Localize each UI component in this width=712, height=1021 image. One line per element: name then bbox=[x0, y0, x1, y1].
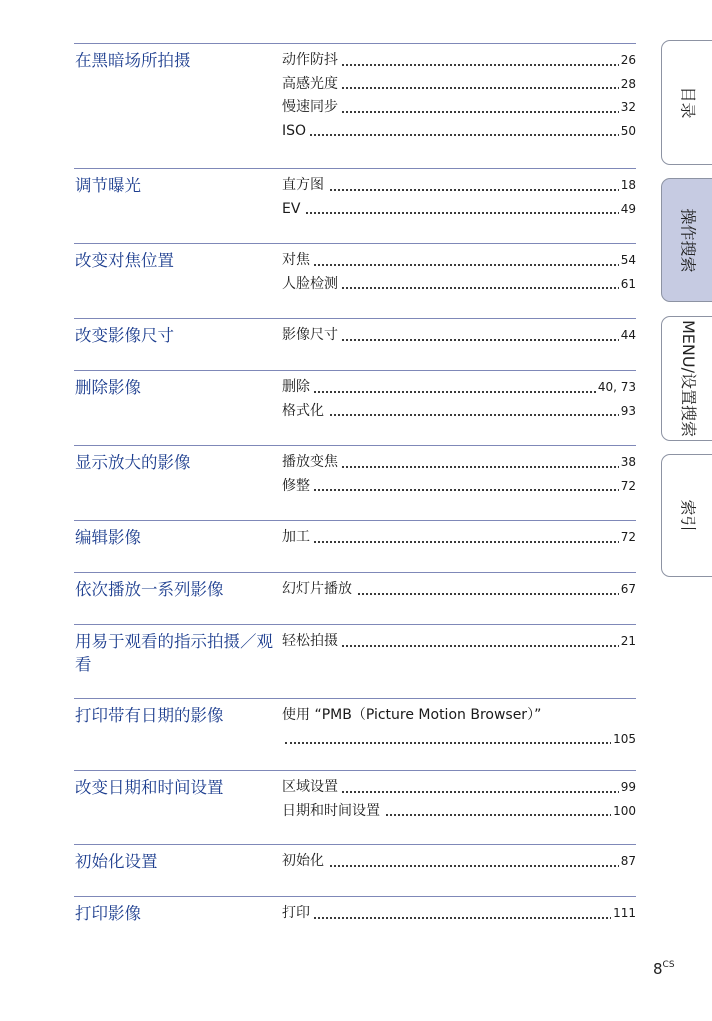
entry-title: 打印 bbox=[282, 902, 314, 926]
section-row bbox=[74, 698, 636, 746]
entry-title: 轻松拍摄 bbox=[282, 630, 342, 654]
entry-title: 慢速同步 bbox=[282, 96, 342, 120]
entry-list bbox=[282, 324, 636, 348]
entry-list bbox=[282, 578, 636, 602]
section-row bbox=[74, 43, 636, 139]
page-ref: 72 bbox=[619, 475, 636, 499]
category-label: 打印带有日期的影像 bbox=[75, 706, 224, 725]
category-label: 改变对焦位置 bbox=[75, 251, 174, 270]
entry-title: 初始化 bbox=[282, 850, 328, 874]
toc-entry-link[interactable] bbox=[282, 376, 636, 400]
category-label: 改变日期和时间设置 bbox=[75, 778, 224, 797]
page-ref: 49 bbox=[619, 198, 636, 222]
category-label: 调节曝光 bbox=[75, 176, 141, 195]
category-label: 显示放大的影像 bbox=[75, 453, 191, 472]
entry-title: 动作防抖 bbox=[282, 49, 342, 73]
page-ref: 100 bbox=[611, 800, 636, 824]
entry-list bbox=[282, 174, 636, 221]
section-row bbox=[74, 770, 636, 819]
entry-title: 使用 “PMB（Picture Motion Browser）” bbox=[282, 704, 545, 728]
entry-title: 影像尺寸 bbox=[282, 324, 342, 348]
toc-entry-link[interactable] bbox=[282, 902, 636, 926]
tab-label: 索引 bbox=[678, 499, 698, 532]
page-ref: 72 bbox=[619, 526, 636, 550]
toc-entry-link[interactable] bbox=[282, 174, 636, 198]
dot-leader bbox=[285, 742, 636, 744]
entry-title: 人脸检测 bbox=[282, 273, 342, 297]
category-label: 改变影像尺寸 bbox=[75, 326, 174, 345]
category-label: 编辑影像 bbox=[75, 528, 141, 547]
toc-entry-link[interactable] bbox=[282, 475, 636, 499]
page-number: $8^{CS}$ bbox=[653, 960, 675, 978]
page-ref: 28 bbox=[619, 73, 636, 97]
toc-entry-link[interactable] bbox=[282, 451, 636, 475]
toc-entry-link[interactable] bbox=[282, 630, 636, 654]
section-row bbox=[74, 624, 636, 674]
toc-entry-link[interactable] bbox=[282, 850, 636, 874]
page-ref: 50 bbox=[619, 120, 636, 144]
entry-title: 区域设置 bbox=[282, 776, 342, 800]
dot-leader bbox=[282, 865, 636, 867]
dot-leader bbox=[282, 264, 636, 266]
toc-entry-link[interactable] bbox=[282, 800, 636, 824]
page-ref: 18 bbox=[619, 174, 636, 198]
entry-title: 播放变焦 bbox=[282, 451, 342, 475]
section-row bbox=[74, 572, 636, 599]
tab-label: 目录 bbox=[678, 86, 698, 119]
entry-list bbox=[282, 451, 636, 498]
page-ref: 44 bbox=[619, 324, 636, 348]
page-ref: 26 bbox=[619, 49, 636, 73]
entry-title: 高感光度 bbox=[282, 73, 342, 97]
entry-title: 加工 bbox=[282, 526, 314, 550]
toc-entry-link[interactable] bbox=[282, 776, 636, 800]
toc-entry-link[interactable] bbox=[282, 120, 636, 144]
section-row bbox=[74, 370, 636, 419]
toc-entry-link[interactable] bbox=[282, 704, 636, 751]
entry-list bbox=[282, 630, 636, 654]
entry-title: EV bbox=[282, 198, 304, 222]
section-row bbox=[74, 844, 636, 871]
category-label: 删除影像 bbox=[75, 378, 141, 397]
toc-entry-link[interactable] bbox=[282, 96, 636, 120]
dot-leader bbox=[282, 134, 636, 136]
category-label: 打印影像 bbox=[75, 904, 141, 923]
dot-leader bbox=[282, 391, 636, 393]
tab-index[interactable] bbox=[661, 454, 712, 577]
toc-entry-link[interactable] bbox=[282, 526, 636, 550]
toc-entry-link[interactable] bbox=[282, 324, 636, 348]
page-ref: 111 bbox=[611, 902, 636, 926]
page-ref: 40, 73 bbox=[596, 376, 636, 400]
page-ref: 87 bbox=[619, 850, 636, 874]
toc-entry-link[interactable] bbox=[282, 400, 636, 424]
dot-leader bbox=[282, 212, 636, 214]
entry-title: ISO bbox=[282, 120, 310, 144]
toc-entry-link[interactable] bbox=[282, 249, 636, 273]
category-label: 用易于观看的指示拍摄／观看 bbox=[75, 632, 273, 674]
entry-list bbox=[282, 526, 636, 550]
tab-operation-search[interactable] bbox=[661, 178, 712, 302]
dot-leader bbox=[282, 489, 636, 491]
tab-label: MENU/设置搜索 bbox=[678, 320, 698, 437]
entry-title: 对焦 bbox=[282, 249, 314, 273]
entry-list bbox=[282, 249, 636, 296]
toc-entry-link[interactable] bbox=[282, 273, 636, 297]
entry-list bbox=[282, 902, 636, 926]
section-row bbox=[74, 896, 636, 923]
entry-title: 直方图 bbox=[282, 174, 328, 198]
tab-toc[interactable] bbox=[661, 40, 712, 165]
tab-label: 操作搜索 bbox=[678, 207, 698, 273]
entry-list bbox=[282, 49, 636, 143]
page-ref: 67 bbox=[619, 578, 636, 602]
category-label: 依次播放一系列影像 bbox=[75, 580, 224, 599]
page-ref: 54 bbox=[619, 249, 636, 273]
entry-title: 日期和时间设置 bbox=[282, 800, 384, 824]
toc-entry-link[interactable] bbox=[282, 49, 636, 73]
section-row bbox=[74, 520, 636, 547]
page-ref: 93 bbox=[619, 400, 636, 424]
section-row bbox=[74, 445, 636, 494]
category-label: 在黑暗场所拍摄 bbox=[75, 51, 191, 70]
toc-entry-link[interactable] bbox=[282, 73, 636, 97]
category-label: 初始化设置 bbox=[75, 852, 158, 871]
page-ref: 32 bbox=[619, 96, 636, 120]
entry-title: 修整 bbox=[282, 475, 314, 499]
dot-leader bbox=[282, 541, 636, 543]
dot-leader bbox=[282, 414, 636, 416]
section-row bbox=[74, 318, 636, 345]
dot-leader bbox=[282, 917, 636, 919]
toc-entry-link[interactable] bbox=[282, 578, 636, 602]
section-row bbox=[74, 243, 636, 292]
entry-list bbox=[282, 850, 636, 874]
dot-leader bbox=[282, 189, 636, 191]
section-row bbox=[74, 168, 636, 217]
tab-menu-settings-search[interactable] bbox=[661, 316, 712, 441]
entry-title: 格式化 bbox=[282, 400, 328, 424]
entry-list bbox=[282, 704, 636, 751]
page-ref: 99 bbox=[619, 776, 636, 800]
entry-title: 幻灯片播放 bbox=[282, 578, 356, 602]
page-ref: 21 bbox=[619, 630, 636, 654]
entry-list bbox=[282, 376, 636, 423]
entry-title: 删除 bbox=[282, 376, 314, 400]
page-ref: 61 bbox=[619, 273, 636, 297]
page-ref: 38 bbox=[619, 451, 636, 475]
toc-entry-link[interactable] bbox=[282, 198, 636, 222]
entry-list bbox=[282, 776, 636, 823]
page-ref: 105 bbox=[611, 728, 636, 751]
